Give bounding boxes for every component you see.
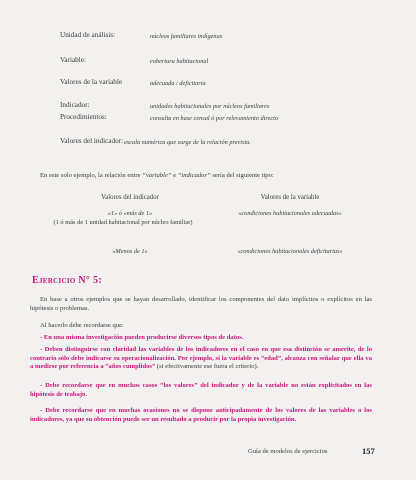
paragraph-distinguir-tail: (si efectivamente ese fuera el criterio).: [155, 363, 259, 371]
intro-text-after: sería del siguiente tipo:: [210, 172, 274, 179]
exercise-heading: [32, 275, 102, 286]
footer-book-title: Guía de modelos de ejercicios: [248, 448, 328, 455]
paragraph-distinguir: [30, 346, 372, 372]
row-label-indicador: Indicador:: [60, 101, 90, 109]
table-cell-variable-2: «condiciones habitacionales deficitarias»: [237, 248, 343, 255]
table-cell-indicador-1-note: (1 ó más de 1 unidad habitacional por núcleo familiar): [53, 219, 193, 226]
table-header-variable: Valores de la variable: [260, 194, 320, 201]
row-value-variable: cobertura habitacional: [150, 58, 209, 65]
intro-quote-variable: “variable”: [142, 172, 172, 179]
page-number: 157: [362, 446, 375, 456]
paragraph-recordarse: Al hacerlo debe recordarse que:: [40, 322, 124, 329]
row-label-valores-variable: Valores de la variable: [60, 78, 123, 86]
table-header-indicador: Valores del indicador: [101, 194, 159, 201]
paragraph-valores: - Debe recordarse que en muchos casos “los valores” del indicador y de la variable no están explicitados en las hipótesis de trabajo.: [30, 382, 372, 398]
intro-text-mid: e: [171, 172, 178, 179]
exercise-heading-suffix: N° 5:: [75, 275, 102, 286]
row-value-unidad: núcleos familiares indígenas: [150, 33, 223, 40]
row-value-valores-indicador: escala numérica que surge de la relación prevista.: [124, 139, 251, 146]
row-label-unidad: Unidad de análisis:: [60, 31, 116, 39]
exercise-heading-prefix: Ejercicio: [32, 275, 76, 286]
table-cell-indicador-2: «Menos de 1»: [112, 248, 148, 255]
intro-quote-indicador: “indicador”: [177, 172, 211, 179]
row-label-procedimientos: Procedimientos:: [60, 113, 107, 121]
table-cell-variable-1: «condiciones habitacionales adecuadas»: [238, 210, 342, 217]
paragraph-instruction: En base a otros ejemplos que se hayan desarrollado, identificar los componentes del dato implícitos o explícitos en las hipótesis o problemas.: [30, 296, 372, 312]
row-value-valores-variable: adecuada / deficitaria: [150, 80, 206, 87]
row-label-valores-indicador: Valores del indicador:: [60, 137, 124, 145]
row-value-procedimientos: consulta en base censal ó por relevamiento directo: [150, 115, 279, 122]
paragraph-anticipadamente: - Debe recordarse que en muchas ocasiones no se dispone anticipadamente de los valores de las variables o los indicadores, ya que su obtención puede ser un resultado a producir por la propia investigación.: [30, 407, 372, 423]
intro-sentence: [40, 171, 274, 180]
row-label-variable: Variable:: [60, 56, 86, 64]
paragraph-distinguir-bold: - Deben distinguirse con claridad las variables de los indicadores en el caso en que esa distinción se amerite, de lo contrario sólo debe indicarse su operacionalización. Por ejemplo, si la variable es “edad”, alcanza con señalar que ella va a medirse por referencia a “años cumplidos”: [30, 346, 372, 371]
table-cell-indicador-1: «1» ó «más de 1»: [107, 210, 153, 217]
intro-text-before: En este solo ejemplo, la relación entre: [40, 172, 143, 179]
paragraph-tipos-datos: - En una misma investigación pueden producirse diversos tipos de datos.: [40, 334, 244, 341]
row-value-indicador: unidades habitacionales por núcleos familiares: [150, 103, 270, 110]
